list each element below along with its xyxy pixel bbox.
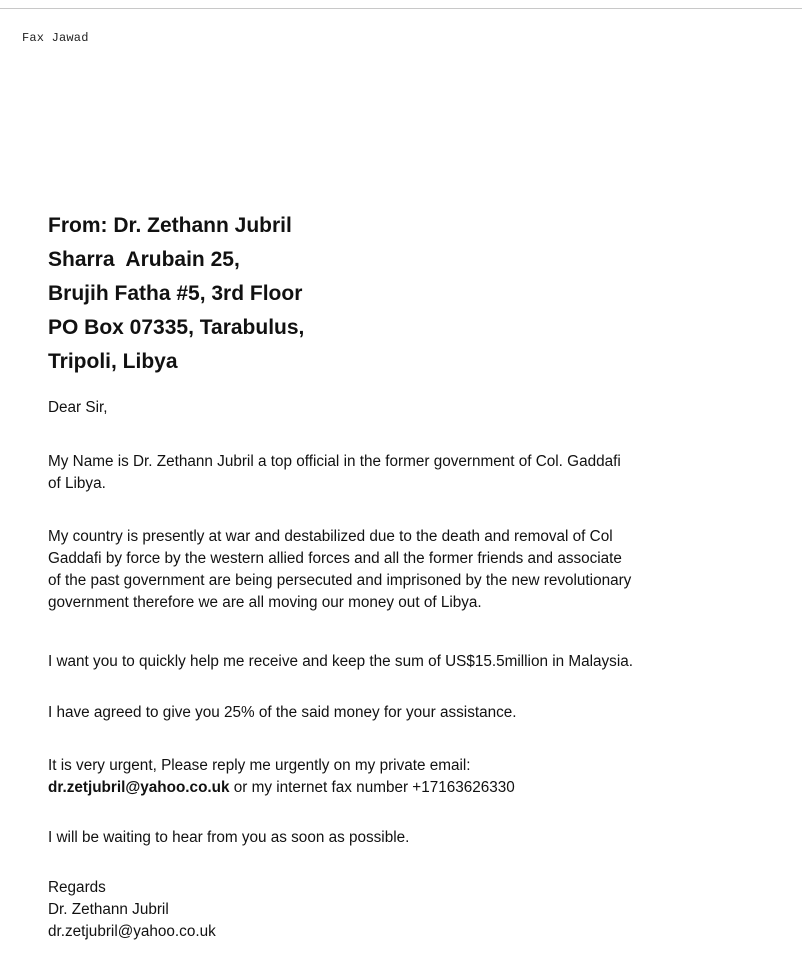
contact-fax: or my internet fax number +17163626330 bbox=[229, 779, 515, 796]
fax-header: Fax Jawad bbox=[22, 31, 89, 45]
paragraph-line: My Name is Dr. Zethann Jubril a top official in the former government of Col. Gaddafi bbox=[48, 453, 621, 470]
paragraph-contact bbox=[48, 755, 800, 799]
paragraph-line: of Libya. bbox=[48, 475, 106, 492]
sender-line: Brujih Fatha #5, 3rd Floor bbox=[48, 282, 303, 305]
salutation: Dear Sir, bbox=[48, 399, 108, 416]
closing: Regards bbox=[48, 879, 106, 896]
signature-name: Dr. Zethann Jubril bbox=[48, 901, 169, 918]
sender-line: Sharra Arubain 25, bbox=[48, 248, 240, 271]
contact-line bbox=[48, 777, 800, 799]
sender-address-block bbox=[48, 209, 304, 379]
paragraph-request: I want you to quickly help me receive and keep the sum of US$15.5million in Malaysia. bbox=[48, 653, 633, 670]
sender-line: From: Dr. Zethann Jubril bbox=[48, 214, 292, 237]
signature-email: dr.zetjubril@yahoo.co.uk bbox=[48, 923, 216, 940]
paragraph-line: government therefore we are all moving our money out of Libya. bbox=[48, 594, 482, 611]
signature-block bbox=[48, 877, 800, 943]
paragraph-line: It is very urgent, Please reply me urgently on my private email: bbox=[48, 757, 471, 774]
contact-email: dr.zetjubril@yahoo.co.uk bbox=[48, 779, 230, 796]
paragraph-offer: I have agreed to give you 25% of the said money for your assistance. bbox=[48, 704, 517, 721]
paragraph-introduction bbox=[48, 451, 800, 495]
paragraph-line: of the past government are being persecuted and imprisoned by the new revolutionary bbox=[48, 572, 632, 589]
page-top-border bbox=[0, 8, 802, 9]
sender-line: Tripoli, Libya bbox=[48, 350, 178, 373]
sender-line: PO Box 07335, Tarabulus, bbox=[48, 316, 305, 339]
paragraph-waiting: I will be waiting to hear from you as soon as possible. bbox=[48, 829, 410, 846]
paragraph-line: My country is presently at war and destabilized due to the death and removal of Col bbox=[48, 528, 613, 545]
paragraph-line: Gaddafi by force by the western allied forces and all the former friends and associate bbox=[48, 550, 622, 567]
paragraph-situation bbox=[48, 526, 800, 614]
